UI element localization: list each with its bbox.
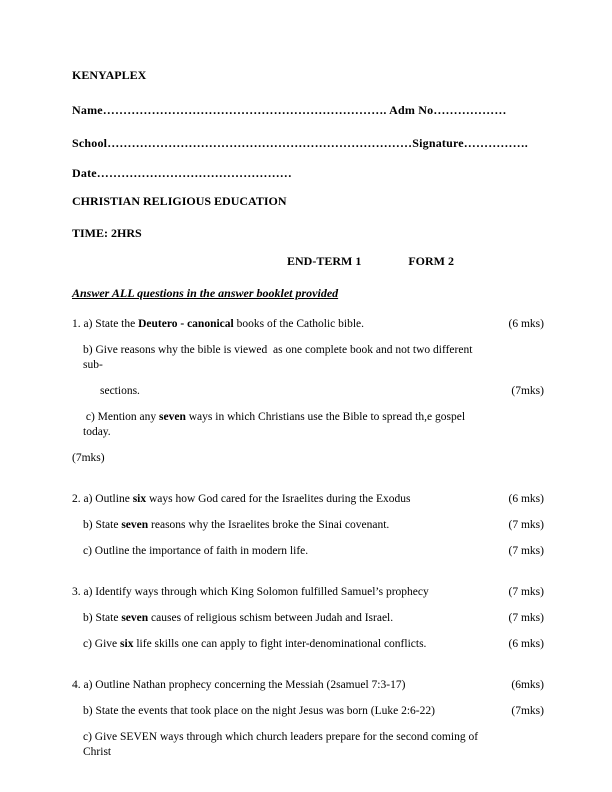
question-text-segment: reasons why the Israelites broke the Sinai covenant. [148, 519, 390, 531]
question-text-segment: b) State [83, 519, 122, 531]
question-text [83, 344, 475, 371]
question-text-segment: 4. a) Outline Nathan prophecy concerning the Messiah (2samuel 7:3-17) [72, 679, 406, 691]
marks-label: (6 mks) [508, 318, 544, 330]
question-text-emphasis: Deutero - canonical [138, 318, 234, 330]
question-line [72, 492, 542, 507]
page-content [72, 68, 542, 760]
question-text [83, 731, 481, 758]
question-text-segment: c) Outline the importance of faith in modern life. [83, 545, 309, 557]
question-text [83, 638, 426, 650]
question-text-segment: b) State the events that took place on the night Jesus was born (Luke 2:6-22) [83, 705, 435, 717]
question-text [83, 545, 308, 557]
question-text-segment: c) Give SEVEN ways through which church leaders prepare for the second coming of Christ [83, 731, 481, 758]
marks-label: (6 mks) [508, 493, 544, 505]
question-text [72, 679, 405, 691]
question-line [72, 585, 542, 600]
term-label: END-TERM 1 [287, 254, 362, 268]
question-text [72, 318, 364, 330]
question-text-emphasis: six [132, 493, 147, 505]
marks-label: (6 mks) [508, 638, 544, 650]
term-form-line [72, 254, 542, 269]
question-line [72, 544, 542, 559]
question-line [72, 611, 542, 626]
question-text-segment: 3. a) Identify ways through which King Solomon fulfilled Samuel’s prophecy [72, 586, 429, 598]
subject-title: CHRISTIAN RELIGIOUS EDUCATION [72, 194, 287, 208]
brand-title: KENYAPLEX [72, 68, 147, 82]
marks-label: (7 mks) [508, 519, 544, 531]
questions [72, 317, 542, 760]
question-text-segment: b) State [83, 612, 122, 624]
question-text [83, 705, 435, 717]
question-line [72, 730, 542, 760]
question-text-segment: 2. a) Outline [72, 493, 133, 505]
time-allowed: TIME: 2HRS [72, 226, 142, 240]
question-text [72, 493, 411, 505]
question-text-segment: causes of religious schism between Judah and Israel. [148, 612, 394, 624]
question-text-emphasis: seven [159, 411, 186, 423]
form-label: FORM 2 [408, 254, 454, 268]
question-text-segment: c) Give [83, 638, 121, 650]
question-text [100, 385, 140, 397]
question-line [72, 343, 542, 373]
instructions-heading: Answer ALL questions in the answer booklet provided [72, 286, 339, 300]
question-text-segment: c) Mention any [83, 411, 160, 423]
question-text [83, 519, 389, 531]
school-signature-fill-line: School…………………………………………………………………Signature……………. [72, 136, 528, 150]
marks-label: (7 mks) [508, 545, 544, 557]
question-text-segment: books of the Catholic bible. [233, 318, 365, 330]
marks-label: (7 mks) [508, 612, 544, 624]
question-text-segment: ways how God cared for the Israelites during the Exodus [146, 493, 411, 505]
question-text-segment: life skills one can apply to fight inter-denominational conflicts. [133, 638, 427, 650]
question-line [72, 451, 542, 466]
question [72, 585, 542, 652]
date-fill-line: Date………………………………………… [72, 166, 292, 180]
question-text-emphasis: seven [121, 519, 149, 531]
question-line [72, 317, 542, 332]
question-text-segment: 1. a) State the [72, 318, 139, 330]
question-text [72, 586, 429, 598]
question-text-segment: (7mks) [72, 452, 105, 464]
question [72, 317, 542, 466]
question-text-segment: ways in which Christians use the Bible to spread th,e gospel today. [83, 411, 468, 438]
question-line [72, 704, 542, 719]
marks-label: (7 mks) [508, 586, 544, 598]
question-text-emphasis: six [120, 638, 134, 650]
question-text [83, 411, 468, 438]
name-admno-fill-line: Name……………………………………………………………. Adm No……………… [72, 103, 507, 117]
marks-label: (6mks) [511, 679, 544, 691]
marks-label: (7mks) [511, 705, 544, 717]
question-text-emphasis: seven [121, 612, 149, 624]
question-line [72, 410, 542, 440]
question-line [72, 384, 542, 399]
question-line [72, 637, 542, 652]
question-line [72, 678, 542, 693]
question-line [72, 518, 542, 533]
question-text-segment: b) Give reasons why the bible is viewed as one complete book and not two different sub- [83, 344, 476, 371]
question-text [83, 612, 393, 624]
question [72, 678, 542, 760]
question [72, 492, 542, 559]
marks-label: (7mks) [511, 385, 544, 397]
question-text [72, 452, 105, 464]
question-text-segment: sections. [100, 385, 140, 397]
